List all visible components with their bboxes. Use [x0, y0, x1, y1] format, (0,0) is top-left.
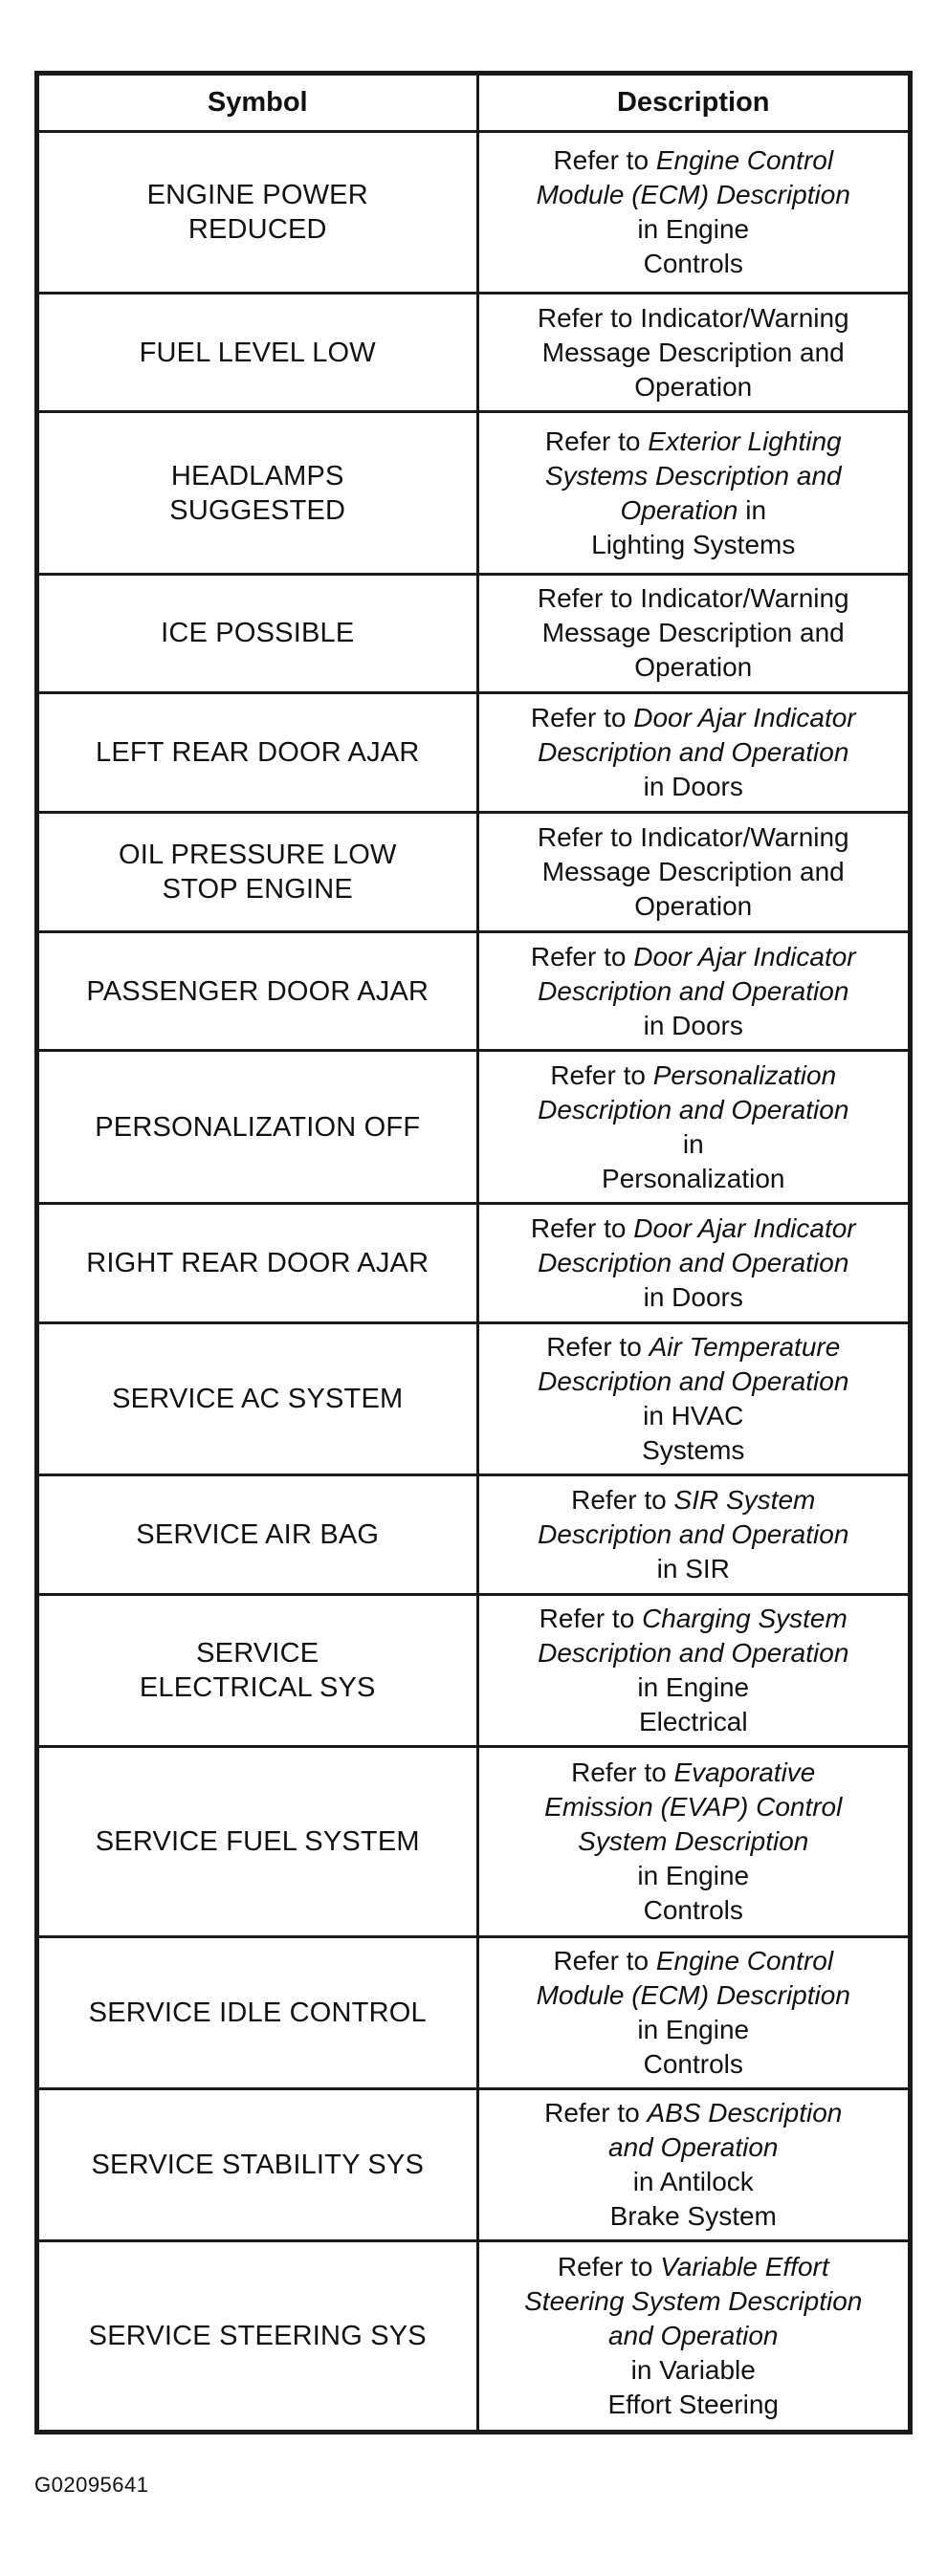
description-reference-text: Steering System Description — [524, 2286, 863, 2317]
symbol-line: SERVICE AC SYSTEM — [112, 1383, 404, 1414]
symbol-cell — [39, 693, 477, 813]
description-line — [485, 2284, 903, 2319]
symbol-line: PASSENGER DOOR AJAR — [86, 975, 429, 1007]
description-line — [485, 1093, 903, 1127]
description-text: in — [738, 494, 767, 525]
description-line — [485, 1705, 903, 1739]
description-cell — [477, 412, 908, 574]
description-text: in Doors — [643, 1010, 743, 1040]
description-text: Personalization — [602, 1163, 785, 1193]
description-text: Effort Steering — [607, 2390, 779, 2420]
symbol-line: OIL PRESSURE LOW — [118, 839, 397, 870]
description-line — [485, 301, 903, 336]
description-line — [485, 1364, 903, 1399]
description-text: Refer to Indicator/Warning — [537, 302, 849, 333]
description-line — [485, 1246, 903, 1280]
table-row — [39, 574, 908, 693]
description-line — [485, 1636, 903, 1670]
description-cell — [477, 813, 908, 932]
description-reference-text: Operation — [620, 494, 738, 525]
table-row — [39, 131, 908, 293]
description-line — [485, 701, 903, 735]
description-text: Refer to — [539, 1603, 643, 1633]
symbol-description-table — [39, 76, 908, 2430]
description-line — [485, 247, 903, 281]
header-description: Description — [477, 76, 908, 131]
description-reference-text: SIR System — [673, 1484, 816, 1515]
symbol-line: STOP ENGINE — [162, 873, 353, 905]
description-cell — [477, 2241, 908, 2430]
description-line — [485, 1944, 903, 1978]
description-reference-text: Module (ECM) Description — [536, 179, 850, 209]
description-line — [485, 2250, 903, 2284]
description-text: Refer to — [550, 1059, 653, 1090]
symbol-cell — [39, 931, 477, 1051]
description-line — [485, 1399, 903, 1433]
table-row — [39, 2241, 908, 2430]
description-line — [485, 889, 903, 924]
description-text: Refer to — [571, 1757, 674, 1787]
description-cell — [477, 693, 908, 813]
description-text: in Engine — [637, 2014, 750, 2044]
description-text: in — [682, 1128, 704, 1159]
description-reference-text: Emission (EVAP) Control — [544, 1791, 843, 1822]
description-cell — [477, 1747, 908, 1936]
description-reference-text: Door Ajar Indicator — [633, 941, 856, 971]
table-row — [39, 1203, 908, 1322]
description-reference-text: Door Ajar Indicator — [633, 703, 856, 733]
description-reference-text: Description and Operation — [538, 975, 849, 1006]
description-text: Refer to — [553, 1945, 656, 1976]
description-text: Refer to Indicator/Warning — [537, 821, 849, 852]
description-line — [485, 2388, 903, 2422]
symbol-cell — [39, 813, 477, 932]
description-reference-text: Description and Operation — [538, 737, 849, 768]
description-cell — [477, 2089, 908, 2241]
description-text: Refer to Indicator/Warning — [537, 583, 849, 614]
description-text: Message Description and — [541, 856, 845, 886]
symbol-line: LEFT REAR DOOR AJAR — [96, 737, 420, 769]
symbol-cell — [39, 1936, 477, 2088]
description-line — [485, 2165, 903, 2199]
table-row — [39, 1936, 908, 2088]
symbol-line: HEADLAMPS — [170, 460, 344, 491]
symbol-line: SERVICE STEERING SYS — [88, 2321, 427, 2352]
description-line — [485, 1790, 903, 1824]
symbol-cell — [39, 412, 477, 574]
description-cell — [477, 1475, 908, 1595]
description-line — [485, 1824, 903, 1859]
description-cell — [477, 1203, 908, 1322]
symbol-line: REDUCED — [187, 213, 327, 245]
description-text: Brake System — [609, 2201, 777, 2232]
description-line — [485, 1670, 903, 1705]
description-line — [485, 1602, 903, 1636]
description-reference-text: Systems Description and — [544, 460, 842, 491]
description-line — [485, 425, 903, 459]
description-line — [485, 370, 903, 404]
symbol-line: SERVICE FUEL SYSTEM — [95, 1825, 420, 1857]
description-cell — [477, 931, 908, 1051]
description-reference-text: Description and Operation — [538, 1365, 849, 1396]
description-line — [485, 2353, 903, 2388]
symbol-cell — [39, 1747, 477, 1936]
symbol-line: SERVICE AIR BAG — [136, 1518, 380, 1550]
description-cell — [477, 1051, 908, 1203]
description-line — [485, 1059, 903, 1093]
description-text: Refer to — [571, 1484, 674, 1515]
description-line — [485, 1212, 903, 1246]
table-row — [39, 1594, 908, 1746]
description-text: in Doors — [643, 772, 743, 802]
description-line — [485, 493, 903, 528]
description-text: Operation — [634, 652, 753, 683]
table-row — [39, 931, 908, 1051]
description-line — [485, 820, 903, 855]
description-reference-text: Variable Effort — [660, 2252, 829, 2282]
description-cell — [477, 131, 908, 293]
table-header-row — [39, 76, 908, 131]
symbol-cell — [39, 131, 477, 293]
description-line — [485, 1517, 903, 1552]
symbol-line: RIGHT REAR DOOR AJAR — [86, 1247, 429, 1278]
description-cell — [477, 293, 908, 412]
description-line — [485, 2096, 903, 2130]
figure-id: G02095641 — [34, 2473, 149, 2497]
description-line — [485, 143, 903, 178]
symbol-cell — [39, 1322, 477, 1474]
description-text: Operation — [634, 371, 753, 402]
description-line — [485, 735, 903, 770]
symbol-line: PERSONALIZATION OFF — [95, 1111, 421, 1143]
description-line — [485, 1859, 903, 1893]
description-line — [485, 2013, 903, 2047]
table-row — [39, 1051, 908, 1203]
description-text: in Variable — [630, 2355, 756, 2386]
description-text: Refer to — [530, 703, 634, 733]
description-reference-text: Air Temperature — [649, 1331, 841, 1362]
description-reference-text: Engine Control — [655, 144, 834, 175]
symbol-cell — [39, 2089, 477, 2241]
header-symbol: Symbol — [39, 76, 477, 131]
description-reference-text: Door Ajar Indicator — [633, 1212, 856, 1243]
description-line — [485, 1280, 903, 1315]
table-row — [39, 1747, 908, 1936]
symbol-line: SERVICE STABILITY SYS — [91, 2150, 424, 2181]
symbol-cell — [39, 1203, 477, 1322]
symbol-description-table-frame — [34, 71, 913, 2434]
symbol-cell — [39, 1475, 477, 1595]
symbol-line: SERVICE — [196, 1637, 319, 1669]
description-text: Refer to — [553, 144, 656, 175]
description-line — [485, 459, 903, 493]
symbol-line: SUGGESTED — [169, 494, 346, 526]
description-text: in Engine — [637, 213, 750, 244]
description-line — [485, 2319, 903, 2353]
description-line — [485, 1127, 903, 1162]
description-text: Lighting Systems — [591, 529, 796, 559]
description-line — [485, 1552, 903, 1586]
description-line — [485, 650, 903, 685]
description-line — [485, 940, 903, 974]
description-line — [485, 2047, 903, 2082]
description-line — [485, 616, 903, 650]
description-reference-text: Module (ECM) Description — [536, 1979, 850, 2010]
description-line — [485, 1433, 903, 1468]
symbol-line: SERVICE IDLE CONTROL — [88, 1997, 427, 2028]
description-text: Controls — [643, 1894, 743, 1925]
description-cell — [477, 1322, 908, 1474]
description-reference-text: ABS Description — [647, 2098, 843, 2128]
description-line — [485, 212, 903, 247]
description-line — [485, 1893, 903, 1928]
description-line — [485, 336, 903, 370]
description-text: Message Description and — [541, 618, 845, 648]
description-reference-text: System Description — [578, 1825, 809, 1856]
description-line — [485, 770, 903, 804]
description-text: in HVAC — [643, 1400, 744, 1430]
description-reference-text: Description and Operation — [538, 1094, 849, 1124]
description-line — [485, 2130, 903, 2165]
table-row — [39, 412, 908, 574]
description-text: Controls — [643, 248, 743, 278]
description-line — [485, 1756, 903, 1790]
description-reference-text: Exterior Lighting — [648, 426, 842, 456]
description-text: in Engine — [637, 1860, 750, 1890]
description-cell — [477, 1594, 908, 1746]
description-text: in SIR — [656, 1553, 730, 1583]
description-line — [485, 528, 903, 562]
description-text: Controls — [643, 2048, 743, 2079]
description-cell — [477, 574, 908, 693]
description-line — [485, 1978, 903, 2013]
description-text: Refer to — [544, 426, 649, 456]
description-text: Refer to — [546, 1331, 650, 1362]
symbol-line: ENGINE POWER — [146, 179, 368, 210]
symbol-line: ICE POSSIBLE — [161, 618, 355, 649]
symbol-line: ELECTRICAL SYS — [139, 1671, 376, 1703]
description-line — [485, 581, 903, 616]
description-text: Electrical — [638, 1706, 748, 1736]
description-reference-text: Engine Control — [655, 1945, 834, 1976]
table-row — [39, 693, 908, 813]
symbol-cell — [39, 2241, 477, 2430]
description-reference-text: Charging System — [642, 1603, 848, 1633]
description-text: Operation — [634, 890, 753, 921]
symbol-cell — [39, 1051, 477, 1203]
description-text: in Engine — [637, 1671, 750, 1702]
description-line — [485, 974, 903, 1009]
description-line — [485, 1483, 903, 1517]
table-row — [39, 2089, 908, 2241]
description-line — [485, 2199, 903, 2234]
symbol-cell — [39, 1594, 477, 1746]
table-row — [39, 293, 908, 412]
description-text: Refer to — [530, 1212, 634, 1243]
description-text: Message Description and — [541, 337, 845, 367]
description-cell — [477, 1936, 908, 2088]
symbol-cell — [39, 574, 477, 693]
description-text: in Doors — [643, 1281, 743, 1312]
table-row — [39, 1475, 908, 1595]
description-line — [485, 1330, 903, 1364]
table-row — [39, 1322, 908, 1474]
description-reference-text: and Operation — [608, 2321, 779, 2351]
symbol-line: FUEL LEVEL LOW — [139, 337, 376, 368]
table-row — [39, 813, 908, 932]
description-reference-text: Description and Operation — [538, 1637, 849, 1668]
description-reference-text: Description and Operation — [538, 1518, 849, 1549]
description-reference-text: Personalization — [652, 1059, 837, 1090]
description-text: Refer to — [530, 941, 634, 971]
description-reference-text: and Operation — [608, 2132, 779, 2163]
description-text: in Antilock — [632, 2167, 754, 2197]
description-line — [485, 1162, 903, 1196]
description-line — [485, 855, 903, 889]
description-text: Refer to — [557, 2252, 661, 2282]
description-line — [485, 1009, 903, 1043]
description-reference-text: Description and Operation — [538, 1247, 849, 1277]
symbol-cell — [39, 293, 477, 412]
description-text: Systems — [642, 1434, 745, 1465]
description-reference-text: Evaporative — [673, 1757, 816, 1787]
description-line — [485, 178, 903, 212]
description-text: Refer to — [544, 2098, 648, 2128]
